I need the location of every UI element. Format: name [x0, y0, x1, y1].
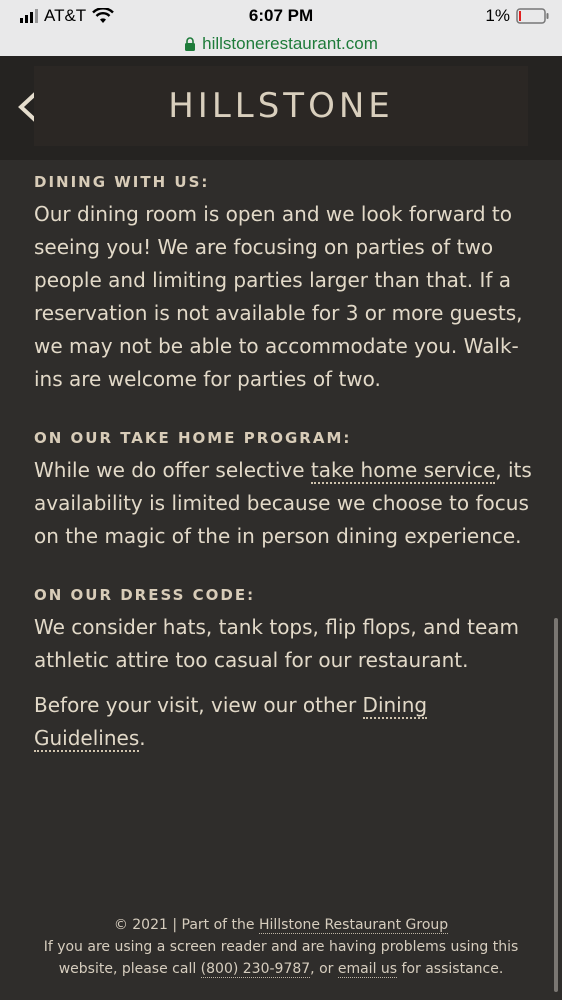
site-footer — [0, 914, 562, 980]
battery-percent: 1% — [485, 6, 510, 25]
dress-code-section — [34, 585, 534, 755]
copyright-text: © 2021 | Part of the — [113, 917, 259, 933]
status-bar — [0, 0, 562, 32]
lock-icon — [184, 37, 196, 51]
main-content — [34, 172, 534, 785]
dress-code-heading: ON OUR DRESS CODE: — [34, 586, 256, 604]
url-text: hillstonerestaurant.com — [202, 34, 378, 53]
email-link[interactable]: email us — [337, 961, 398, 977]
dining-text: Our dining room is open and we look forward to seeing you! We are focusing on parties of two people and limiting parties larger than that. If a reservation is not available for 3 or more guests, we may not be able to accommodate you. Walk-ins are welcome for parties of two. — [34, 202, 523, 391]
site-logo: HILLSTONE — [168, 86, 394, 126]
guidelines-text — [34, 689, 534, 755]
take-home-text-start: While we do offer selective — [34, 458, 311, 482]
url-bar[interactable] — [0, 32, 562, 56]
hillstone-group-link[interactable]: Hillstone Restaurant Group — [258, 917, 449, 933]
status-time: 6:07 PM — [248, 6, 314, 25]
guidelines-text-end: . — [139, 726, 146, 750]
guidelines-text-start: Before your visit, view our other — [34, 693, 363, 717]
dining-heading: DINING WITH US: — [34, 173, 210, 191]
take-home-text-end: , its availability is limited because we choose to focus on the magic of the in person dining experience. — [34, 458, 532, 548]
battery-icon — [516, 8, 550, 24]
status-right — [485, 6, 550, 26]
dining-section — [34, 172, 534, 396]
take-home-service-link[interactable]: take home service — [310, 458, 496, 482]
copyright-line — [0, 914, 562, 936]
accessibility-text-mid: , or — [310, 961, 338, 977]
accessibility-text-end: for assistance. — [397, 961, 504, 977]
carrier-label: AT&T — [44, 6, 87, 25]
phone-link[interactable]: (800) 230-9787 — [200, 961, 311, 977]
accessibility-notice — [0, 936, 562, 980]
logo-link[interactable] — [34, 66, 528, 146]
scrollbar[interactable] — [554, 618, 558, 992]
take-home-heading: ON OUR TAKE HOME PROGRAM: — [34, 429, 352, 447]
take-home-section — [34, 428, 534, 553]
site-header — [0, 56, 562, 160]
dining-guidelines-link[interactable]: Dining Guidelines — [34, 693, 428, 750]
dress-code-text: We consider hats, tank tops, flip flops, and team athletic attire too casual for our restaurant. — [34, 615, 519, 672]
take-home-text — [34, 454, 534, 553]
accessibility-text-start: If you are using a screen reader and are having problems using this website, please call — [43, 939, 519, 977]
